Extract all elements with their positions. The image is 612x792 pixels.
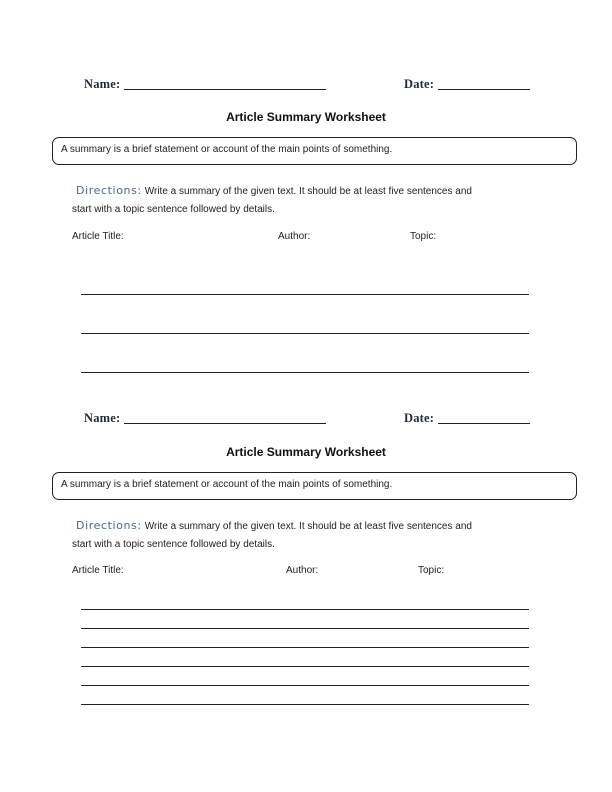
name-label: Name: bbox=[84, 77, 121, 91]
directions-text-1: Write a summary of the given text. It should be at least five sentences and bbox=[144, 521, 472, 532]
article-title-label: Article Title: bbox=[72, 565, 124, 576]
definition-text: A summary is a brief statement or account of the main points of something. bbox=[61, 144, 393, 155]
definition-text: A summary is a brief statement or account of the main points of something. bbox=[61, 479, 393, 490]
author-label: Author: bbox=[286, 565, 319, 576]
definition-box bbox=[52, 137, 577, 165]
writing-line[interactable] bbox=[81, 628, 529, 629]
writing-line[interactable] bbox=[81, 666, 529, 667]
writing-line[interactable] bbox=[81, 647, 529, 648]
writing-line[interactable] bbox=[81, 294, 529, 295]
directions-label: Directions: bbox=[76, 184, 142, 197]
directions-text-2: start with a topic sentence followed by details. bbox=[72, 204, 275, 215]
writing-line[interactable] bbox=[81, 333, 529, 334]
name-label: Name: bbox=[84, 411, 121, 425]
directions-line-1 bbox=[76, 184, 472, 197]
date-label: Date: bbox=[404, 77, 435, 91]
date-label: Date: bbox=[404, 411, 435, 425]
worksheet-title: Article Summary Worksheet bbox=[226, 445, 386, 459]
article-title-label: Article Title: bbox=[72, 231, 124, 242]
topic-label: Topic: bbox=[410, 231, 437, 242]
directions-text-2: start with a topic sentence followed by details. bbox=[72, 539, 275, 550]
author-label: Author: bbox=[278, 231, 311, 242]
name-line[interactable] bbox=[124, 423, 326, 424]
writing-line[interactable] bbox=[81, 372, 529, 373]
writing-line[interactable] bbox=[81, 609, 529, 610]
name-line[interactable] bbox=[124, 89, 326, 90]
writing-line[interactable] bbox=[81, 704, 529, 705]
definition-box bbox=[52, 472, 577, 500]
date-line[interactable] bbox=[438, 89, 530, 90]
topic-label: Topic: bbox=[418, 565, 445, 576]
writing-line[interactable] bbox=[81, 685, 529, 686]
date-line[interactable] bbox=[438, 423, 530, 424]
worksheet-title: Article Summary Worksheet bbox=[226, 110, 386, 124]
directions-label: Directions: bbox=[76, 519, 142, 532]
directions-text-1: Write a summary of the given text. It should be at least five sentences and bbox=[144, 186, 472, 197]
directions-line-1 bbox=[76, 519, 472, 532]
